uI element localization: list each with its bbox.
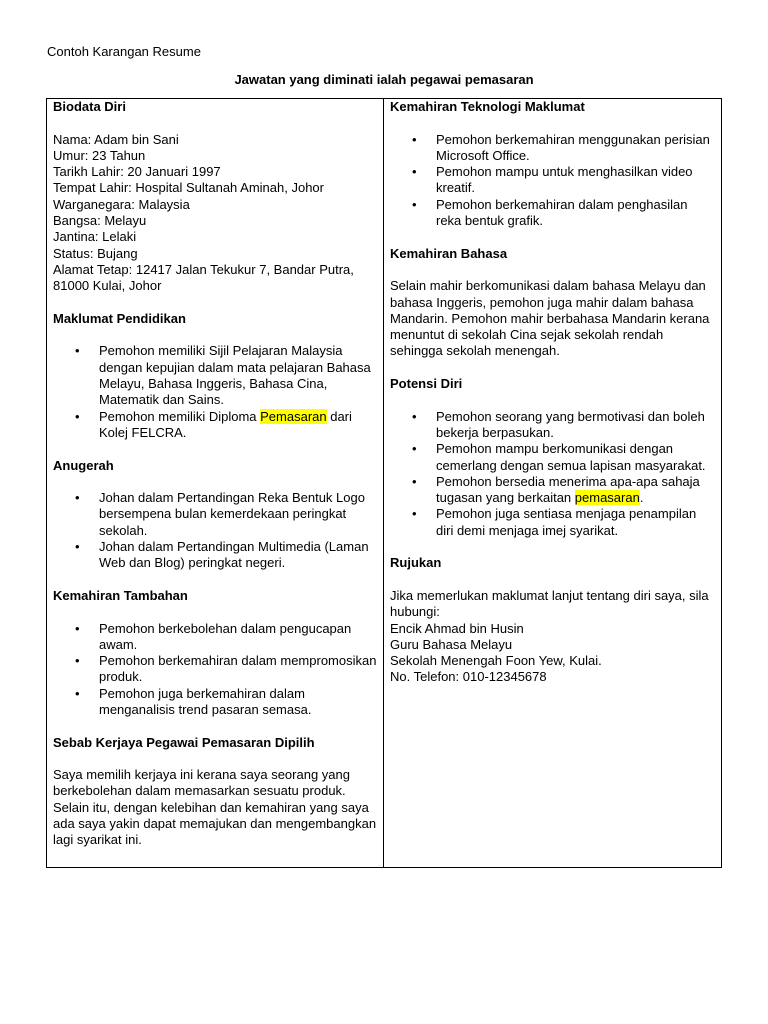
section-title-sebab: Sebab Kerjaya Pegawai Pemasaran Dipilih xyxy=(53,734,315,750)
biodata-line: Umur: 23 Tahun xyxy=(53,147,146,163)
sebab-paragraph: Saya memilih kerjaya ini kerana saya seorang yang berkebolehan dalam memasarkan sesuatu produk. Selain itu, dengan kelebihan dan kemahiran yang saya ada saya yakin dapat memajukan dan mengembangkan lagi syarikat ini. xyxy=(53,767,377,848)
bahasa-paragraph: Selain mahir berkomunikasi dalam bahasa Melayu dan bahasa Inggeris, pemohon juga mahir dalam bahasa Mandarin. Pemohon mahir berbahasa Mandarin kerana menuntut di sekolah Cina sejak sekolah rendah sehingga sekolah menengah. xyxy=(390,278,710,359)
right-column xyxy=(384,99,722,868)
biodata-line: Jantina: Lelaki xyxy=(53,229,137,245)
left-column xyxy=(47,99,384,868)
section-title-potensi: Potensi Diri xyxy=(390,376,463,392)
list-item: • Pemohon berkemahiran menggunakan perisian Microsoft Office. xyxy=(390,132,715,165)
list-item: • Pemohon seorang yang bermotivasi dan boleh bekerja berpasukan. xyxy=(390,409,715,442)
list-item-text: Pemohon memiliki Diploma xyxy=(99,408,261,424)
document-title: Contoh Karangan Resume xyxy=(47,44,201,59)
biodata-line: Bangsa: Melayu xyxy=(53,213,147,229)
rujukan-line: Guru Bahasa Melayu xyxy=(390,636,513,652)
list-item: • Pemohon berkemahiran dalam penghasilan reka bentuk grafik. xyxy=(390,197,715,230)
potensi-list xyxy=(390,409,715,539)
biodata-line: Warganegara: Malaysia xyxy=(53,196,190,212)
list-item: • Pemohon berkebolehan dalam pengucapan awam. xyxy=(53,621,377,654)
list-item: • Pemohon juga berkemahiran dalam menganalisis trend pasaran semasa. xyxy=(53,686,377,719)
section-title-pendidikan: Maklumat Pendidikan xyxy=(53,310,186,326)
list-item: • Pemohon juga sentiasa menjaga penampilan diri demi menjaga imej syarikat. xyxy=(390,506,715,539)
list-item-text: . xyxy=(639,490,644,506)
tambahan-list xyxy=(53,621,377,719)
rujukan-line: Sekolah Menengah Foon Yew, Kulai. xyxy=(390,653,602,669)
rujukan-line: No. Telefon: 010-12345678 xyxy=(390,669,547,685)
anugerah-list xyxy=(53,490,377,571)
biodata-line: Alamat Tetap: 12417 Jalan Tekukur 7, Bandar Putra, 81000 Kulai, Johor xyxy=(53,261,354,294)
rujukan-line: Jika memerlukan maklumat lanjut tentang diri saya, sila hubungi: xyxy=(390,587,709,620)
list-item-text: Pemohon bersedia menerima apa-apa sahaja tugasan yang berkaitan xyxy=(436,473,700,506)
list-item: • Pemohon mampu berkomunikasi dengan cemerlang dengan semua lapisan masyarakat. xyxy=(390,441,715,474)
list-item: • Johan dalam Pertandingan Reka Bentuk Logo bersempena bulan kemerdekaan peringkat sekolah. xyxy=(53,490,377,539)
list-item: • Johan dalam Pertandingan Multimedia (Laman Web dan Blog) peringkat negeri. xyxy=(53,539,377,572)
position-heading: Jawatan yang diminati ialah pegawai pemasaran xyxy=(234,72,534,87)
section-title-anugerah: Anugerah xyxy=(53,457,114,473)
highlighted-text: pemasaran xyxy=(574,490,640,506)
section-title-bahasa: Kemahiran Bahasa xyxy=(390,245,508,261)
pendidikan-list xyxy=(53,343,377,441)
teknologi-list xyxy=(390,132,715,230)
section-title-rujukan: Rujukan xyxy=(390,555,442,571)
list-item: • Pemohon mampu untuk menghasilkan video kreatif. xyxy=(390,164,715,197)
list-item xyxy=(390,474,715,507)
biodata-line: Tarikh Lahir: 20 Januari 1997 xyxy=(53,164,221,180)
list-item: • Pemohon memiliki Sijil Pelajaran Malaysia dengan kepujian dalam mata pelajaran Bahasa Melayu, Bahasa Inggeris, Bahasa Cina, Matematik dan Sains. xyxy=(53,343,377,408)
resume-table xyxy=(46,98,722,868)
highlighted-text: Pemasaran xyxy=(260,408,327,424)
biodata-line: Tempat Lahir: Hospital Sultanah Aminah, Johor xyxy=(53,180,324,196)
section-title-biodata: Biodata Diri xyxy=(53,99,126,114)
section-title-tambahan: Kemahiran Tambahan xyxy=(53,587,188,603)
biodata-line: Status: Bujang xyxy=(53,245,138,261)
list-item xyxy=(53,409,377,442)
biodata-line: Nama: Adam bin Sani xyxy=(53,131,179,147)
section-title-teknologi: Kemahiran Teknologi Maklumat xyxy=(390,99,585,114)
list-item: • Pemohon berkemahiran dalam mempromosikan produk. xyxy=(53,653,377,686)
rujukan-line: Encik Ahmad bin Husin xyxy=(390,620,524,636)
list-item-text: dari Kolej FELCRA. xyxy=(99,408,352,440)
